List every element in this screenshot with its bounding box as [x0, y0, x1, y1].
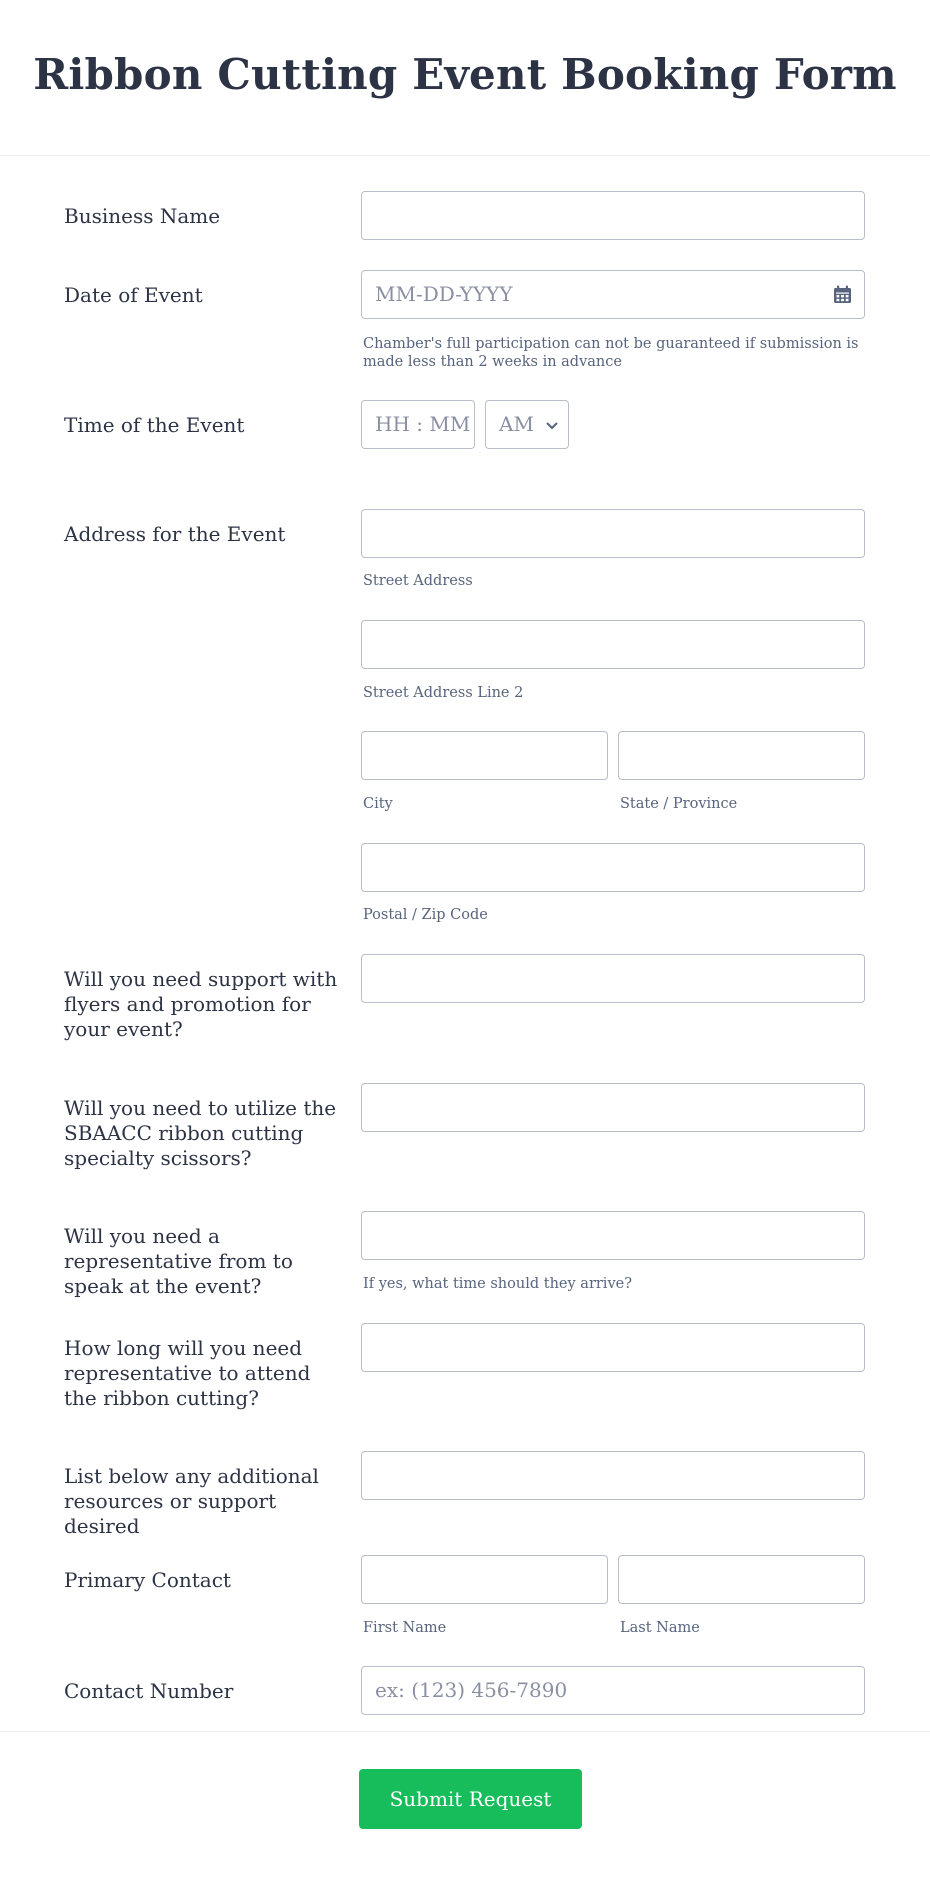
duration-input[interactable]: [361, 1323, 865, 1372]
scissors-label: Will you need to utilize the SBAACC ribbon cutting specialty scissors?: [64, 1096, 337, 1170]
street-address-sublabel: Street Address: [363, 573, 473, 589]
last-name-sublabel: Last Name: [620, 1620, 700, 1636]
submit-button[interactable]: Submit Request: [359, 1769, 582, 1829]
time-placeholder: HH : MM: [375, 412, 471, 436]
flyers-label: Will you need support with flyers and promotion for your event?: [64, 967, 338, 1041]
street-address-input[interactable]: [361, 509, 865, 558]
ampm-select[interactable]: [485, 400, 569, 449]
date-label: Date of Event: [64, 283, 203, 307]
representative-label: Will you need a representative from to speak at the event?: [64, 1224, 293, 1298]
calendar-icon[interactable]: [833, 285, 852, 304]
street-address-line2-input[interactable]: [361, 620, 865, 669]
ampm-value: AM: [499, 412, 534, 436]
zip-sublabel: Postal / Zip Code: [363, 907, 488, 923]
phone-placeholder: ex: (123) 456-7890: [375, 1678, 568, 1702]
form-header: [0, 0, 930, 156]
flyers-input[interactable]: [361, 954, 865, 1003]
phone-label: Contact Number: [64, 1679, 234, 1703]
form-title: Ribbon Cutting Event Booking Form: [33, 50, 897, 99]
city-sublabel: City: [363, 796, 393, 812]
last-name-input[interactable]: [618, 1555, 865, 1604]
address-label: Address for the Event: [64, 522, 286, 546]
representative-hint: If yes, what time should they arrive?: [363, 1276, 632, 1292]
chevron-down-icon: [546, 422, 558, 430]
date-hint: Chamber's full participation can not be guaranteed if submission is made less than 2 weeks in advance: [363, 336, 859, 370]
city-input[interactable]: [361, 731, 608, 780]
business-name-label: Business Name: [64, 204, 221, 228]
resources-label: List below any additional resources or support desired: [64, 1464, 319, 1538]
business-name-input[interactable]: [361, 191, 865, 240]
phone-input[interactable]: [361, 1666, 865, 1715]
first-name-input[interactable]: [361, 1555, 608, 1604]
duration-label: How long will you need representative to attend the ribbon cutting?: [64, 1336, 311, 1410]
date-input[interactable]: [361, 270, 865, 319]
time-label: Time of the Event: [64, 413, 245, 437]
scissors-input[interactable]: [361, 1083, 865, 1132]
first-name-sublabel: First Name: [363, 1620, 447, 1636]
zip-input[interactable]: [361, 843, 865, 892]
contact-label: Primary Contact: [64, 1568, 231, 1592]
resources-input[interactable]: [361, 1451, 865, 1500]
date-placeholder: MM-DD-YYYY: [375, 282, 513, 306]
state-input[interactable]: [618, 731, 865, 780]
street-address-line2-sublabel: Street Address Line 2: [363, 685, 524, 701]
state-sublabel: State / Province: [620, 796, 738, 812]
time-input[interactable]: [361, 400, 475, 449]
representative-input[interactable]: [361, 1211, 865, 1260]
